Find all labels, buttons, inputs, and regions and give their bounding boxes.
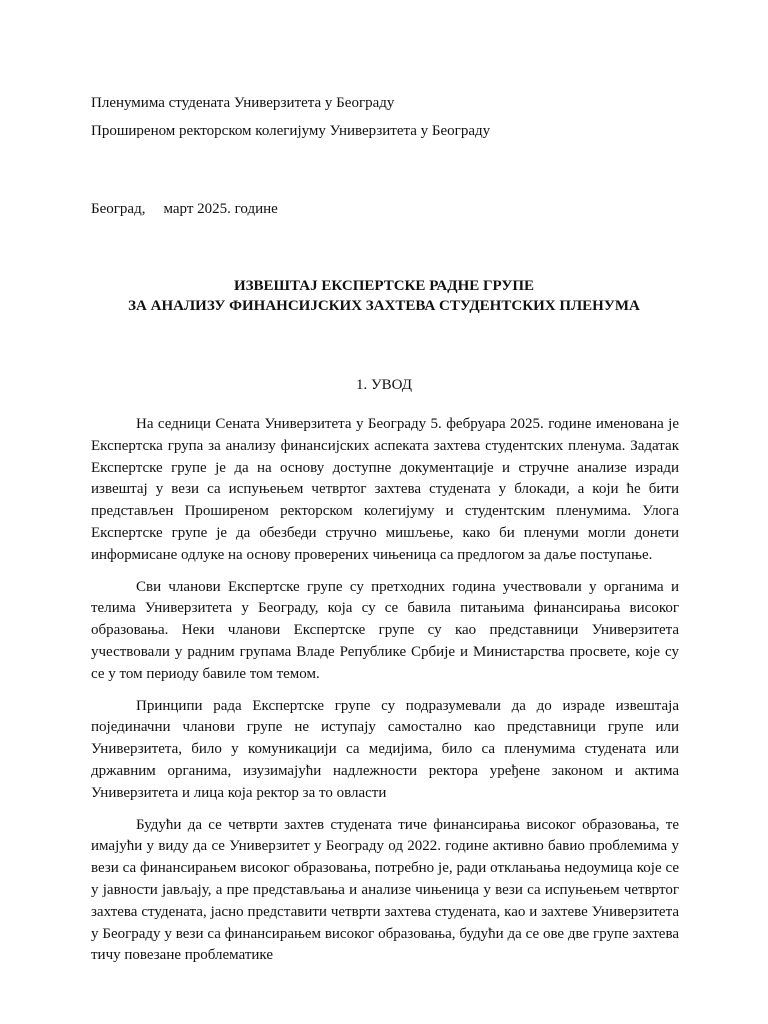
date-place: Београд, bbox=[91, 201, 146, 217]
recipient-line-1: Пленумима студената Универзитета у Београду bbox=[91, 95, 395, 111]
report-title-line-2: ЗА АНАЛИЗУ ФИНАНСИЈСКИХ ЗАХТЕВА СТУДЕНТСКИХ ПЛЕНУМА bbox=[128, 298, 640, 314]
section-heading: 1. УВОД bbox=[356, 377, 412, 393]
report-title-line-1: ИЗВЕШТАЈ ЕКСПЕРТСКЕ РАДНЕ ГРУПЕ bbox=[233, 278, 535, 294]
paragraph-3: Принципи рада Експертске групе су подразумевали да до израде извештаја појединачни чланови групе не иступају самостално као представници групе или Универзитета, било у комуникацији са медијима, било са пленумима студената или државним органима, изузимајући надлежности ректора уређене законом и актима Универзитета и лица која ректор за то овласти bbox=[91, 697, 679, 801]
paragraph-4: Будући да се четврти захтев студената тиче финансирања високог образовања, те имајући у виду да се Универзитет у Београду од 2022. године активно бавио проблемима у вези са финансирањем високог образовања, потребно је, ради отклањања недоумица које се у јавности јављају, а пре представљања и анализе чињеница у вези са испуњењем четвртог захтева студената, јасно представити четврти захтева студената, као и захтеве Универзитета у Београду у вези са финансирањем високог образовања, будући да се ове две групе захтева тичу повезане проблематике bbox=[91, 816, 679, 964]
report-title bbox=[0, 276, 768, 316]
date-line bbox=[91, 200, 278, 218]
paragraph-1: На седници Сената Универзитета у Београду 5. фебруара 2025. године именована је Експертска група за анализу финансијских аспеката захтева студентских пленума. Задатак Експертске групе је да на основу доступне документације и стручне анализе изради извештај у вези са испуњењем четвртог захтева студената у блокади, а који ће бити представљен Проширеном ректорском колегијуму и студентским пленумима. Улога Експертске групе је да обезбеди стручно мишљење, како би пленуми могли донети информисане одлуке на основу проверених чињеница са предлогом за даље поступање. bbox=[91, 416, 679, 563]
recipient-line-2: Проширеном ректорском колегијуму Универзитета у Београду bbox=[91, 123, 491, 139]
paragraph-2: Сви чланови Експертске групе су претходних година учествовали у органима и телима Универзитета у Београду, која су се бавила питањима финансирања високог образовања. Неки чланови Експертске групе су као представници Универзитета учествовали у радним групама Владе Републике Србије и Министарства просвете, које су се у том периоду бавиле том темом. bbox=[91, 578, 679, 682]
date-month-year: март 2025. године bbox=[163, 201, 278, 217]
body-text bbox=[91, 414, 679, 977]
